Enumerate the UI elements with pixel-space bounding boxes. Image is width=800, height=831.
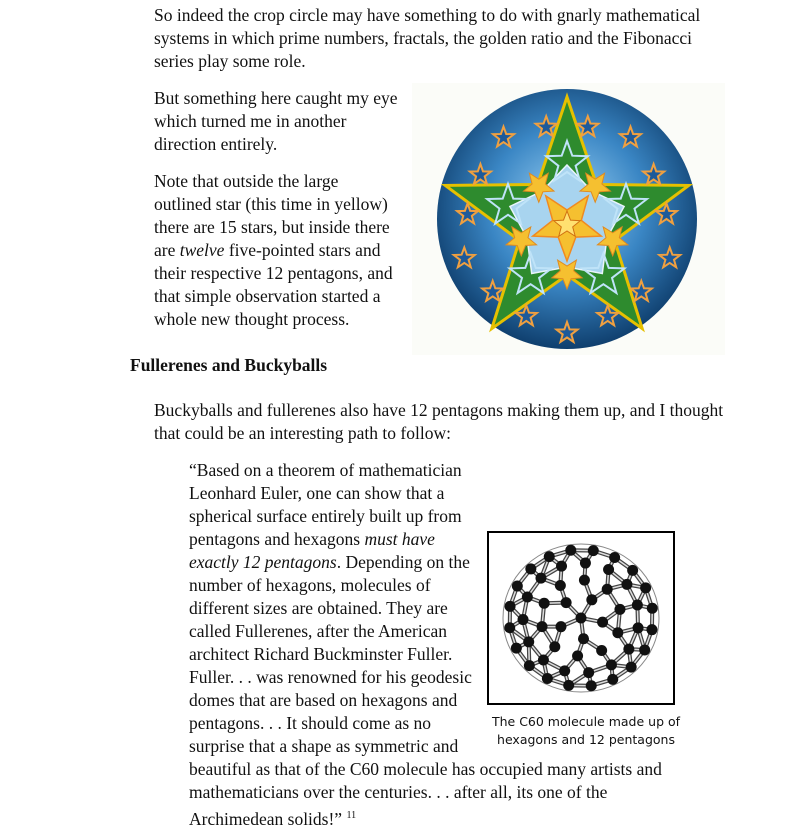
bucky-atom: [561, 597, 572, 608]
bucky-atom: [621, 579, 632, 590]
bucky-atom: [607, 674, 618, 685]
bucky-atom: [646, 624, 657, 635]
bucky-atom: [609, 552, 620, 563]
bucky-atom: [563, 680, 574, 691]
c60-molecule-figure: [487, 531, 675, 705]
bucky-atom: [549, 641, 560, 652]
bucky-atom: [523, 636, 534, 647]
bucky-atom: [556, 561, 567, 572]
bucky-atom: [522, 592, 533, 603]
bucky-atom: [626, 662, 637, 673]
figure-caption: The C60 molecule made up of hexagons and 12 pentagons: [490, 713, 682, 749]
bucky-atom: [588, 545, 599, 556]
bucky-atom: [579, 575, 590, 586]
bucky-atom: [559, 665, 570, 676]
bucky-atom: [640, 582, 651, 593]
para3-text-a: Note that outside the large outlined star (this time in yellow) there are 15 stars, but inside there are: [154, 171, 390, 260]
bucky-atom: [537, 621, 548, 632]
bucky-atom: [627, 565, 638, 576]
bucky-atom: [597, 617, 608, 628]
bucky-atom: [602, 584, 613, 595]
bucky-atom: [525, 563, 536, 574]
intro-paragraph-3: [154, 170, 399, 331]
bucky-atom: [511, 643, 522, 654]
footnote-marker: 11: [346, 810, 356, 821]
para3-emphasis: twelve: [180, 240, 225, 260]
bucky-atom: [524, 660, 535, 671]
quote-text-b: . Depending on the number of hexagons, molecules of different sizes are obtained. They are called Fullerenes, after the American architect Richard Buckminster Fuller. Fuller. . . was renowned for his geodesic domes that are based on hexagons and pentagons. . . It should come as no surprise that a shape as symmetric and beautiful as that of the C60 molecule has occupied many artists and mathematicians over the centuries. . . after all, its one of the Archimedean solids!”: [189, 552, 662, 829]
bucky-atom: [623, 644, 634, 655]
bucky-atom: [576, 613, 587, 624]
crop-circle-star-image: [412, 83, 725, 355]
bucky-atom: [647, 603, 658, 614]
bucky-atom: [586, 594, 597, 605]
bucky-atom: [578, 633, 589, 644]
bucky-atom: [633, 622, 644, 633]
bucky-atom: [538, 654, 549, 665]
bucky-atom: [544, 551, 555, 562]
bucky-atom: [632, 600, 643, 611]
bucky-atom: [596, 645, 607, 656]
intro-paragraph-2: But something here caught my eye which turned me in another direction entirely.: [154, 87, 399, 156]
bucky-atom: [504, 622, 515, 633]
bucky-atom: [583, 667, 594, 678]
bucky-atom: [505, 601, 516, 612]
para3-text-b: five-pointed stars and their respective 12 pentagons, and that simple observation started a whole new thought process.: [154, 240, 393, 329]
quote-emphasis: must have exactly 12 pentagons: [189, 529, 435, 572]
bucky-atom: [542, 673, 553, 684]
crop-circle-star-graphic: [412, 83, 725, 355]
bucky-atom: [555, 621, 566, 632]
quote-text-a: “Based on a theorem of mathematician Leonhard Euler, one can show that a spherical surface entirely built up from pentagons and hexagons: [189, 460, 462, 549]
c60-molecule-graphic: [489, 533, 673, 703]
bucky-atom: [614, 604, 625, 615]
bucky-atom: [555, 580, 566, 591]
bucky-atom: [539, 598, 550, 609]
bucky-atom: [518, 614, 529, 625]
bucky-atom: [580, 558, 591, 569]
bucky-atom: [639, 644, 650, 655]
bucky-atom: [535, 573, 546, 584]
section-heading: Fullerenes and Buckyballs: [130, 355, 327, 376]
bucky-atom: [565, 545, 576, 556]
bucky-atom: [512, 581, 523, 592]
intro-paragraph: So indeed the crop circle may have something to do with gnarly mathematical systems in which prime numbers, fractals, the golden ratio and the Fibonacci series play some role.: [154, 4, 734, 73]
bucky-atom: [586, 680, 597, 691]
bucky-atom: [606, 659, 617, 670]
bucky-atom: [572, 650, 583, 661]
bucky-atom: [612, 627, 623, 638]
section-paragraph: Buckyballs and fullerenes also have 12 pentagons making them up, and I thought that could be an interesting path to follow:: [154, 399, 729, 445]
bucky-atom: [603, 564, 614, 575]
